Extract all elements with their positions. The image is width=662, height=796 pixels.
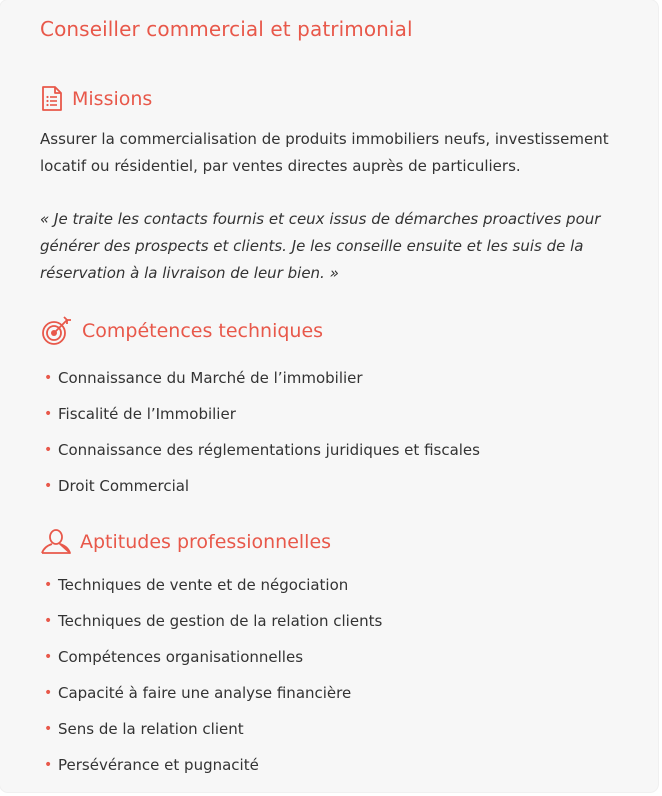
competences-list [40,368,480,512]
list-item-label: Compétences organisationnelles [58,648,304,666]
list-item-label: Fiscalité de l’Immobilier [58,405,236,423]
bullet-icon: • [44,406,53,422]
list-item [40,755,382,791]
list-item [40,404,480,440]
user-icon [40,528,72,556]
missions-quote: « Je traite les contacts fournis et ceux issus de démarches proactives pour générer des prospects et clients. Je les conseille ensuite et les suis de la réservation à la livraison de leur bien. » [40,210,601,282]
list-item [40,368,480,404]
bullet-icon: • [44,757,53,773]
bullet-icon: • [44,613,53,629]
missions-description: Assurer la commercialisation de produits immobiliers neufs, investissement locatif ou résidentiel, par ventes directes auprès de particuliers. [40,130,609,175]
bullet-icon: • [44,649,53,665]
list-item [40,611,382,647]
bullet-icon: • [44,478,53,494]
page-title: Conseiller commercial et patrimonial [40,17,413,41]
list-item-label: Persévérance et pugnacité [58,756,259,774]
list-item [40,683,382,719]
list-item-label: Droit Commercial [58,477,190,495]
list-item [40,575,382,611]
missions-header [40,85,152,113]
list-item [40,719,382,755]
bullet-icon: • [44,370,53,386]
list-item-label: Connaissance du Marché de l’immobilier [58,369,363,387]
bullet-icon: • [44,442,53,458]
list-item-label: Connaissance des réglementations juridiques et fiscales [58,441,480,459]
aptitudes-list [40,575,382,791]
bullet-icon: • [44,721,53,737]
aptitudes-header [40,528,331,556]
list-item-label: Sens de la relation client [58,720,244,738]
aptitudes-heading: Aptitudes professionnelles [80,531,332,553]
document-list-icon [40,85,64,113]
target-icon [40,314,74,348]
missions-heading: Missions [72,88,153,110]
list-item-label: Capacité à faire une analyse financière [58,684,352,702]
list-item [40,440,480,476]
bullet-icon: • [44,685,53,701]
competences-header [40,314,323,348]
list-item [40,647,382,683]
bullet-icon: • [44,577,53,593]
list-item-label: Techniques de vente et de négociation [58,576,349,594]
list-item-label: Techniques de gestion de la relation clients [58,612,383,630]
competences-heading: Compétences techniques [82,320,324,342]
list-item [40,476,480,512]
